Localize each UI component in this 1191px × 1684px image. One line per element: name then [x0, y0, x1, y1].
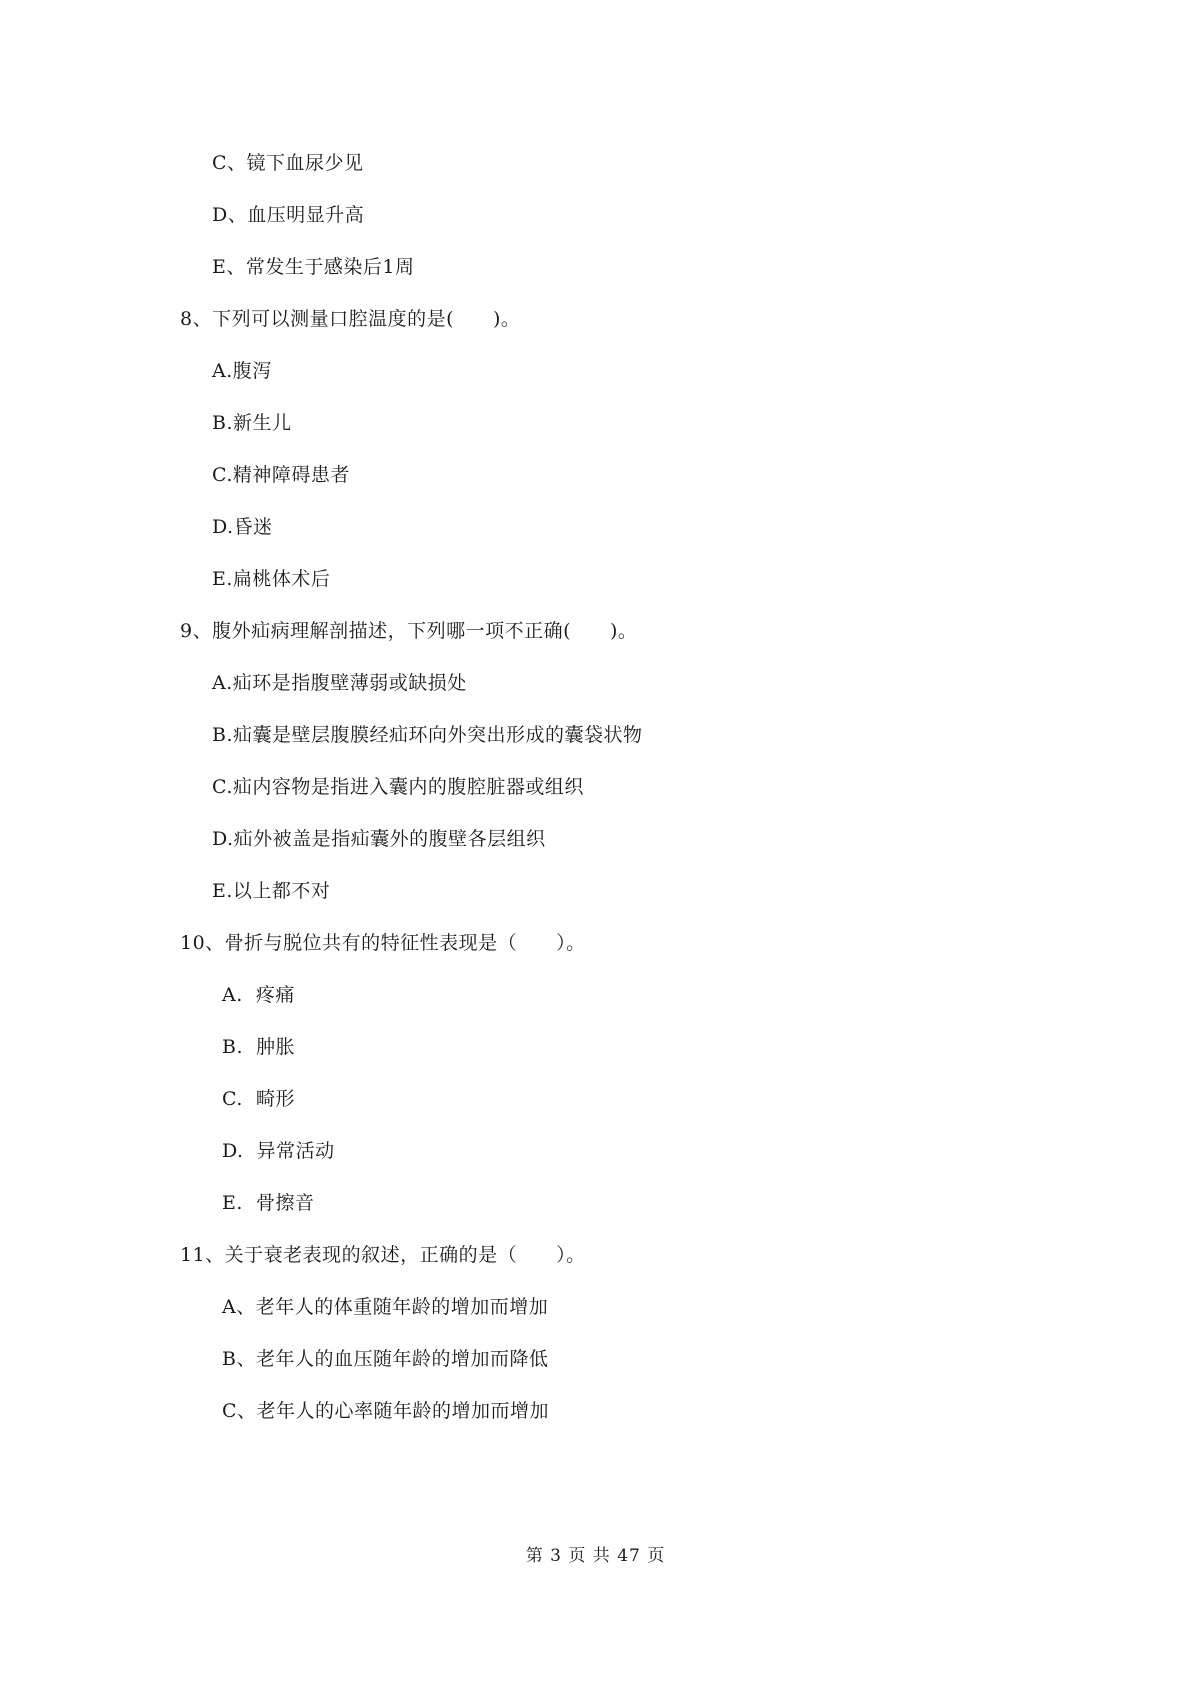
q7-option-c: C、镜下血尿少见: [212, 152, 364, 174]
q9-option-c: C.疝内容物是指进入囊内的腹腔脏器或组织: [212, 776, 584, 798]
q8-option-e: E.扁桃体术后: [212, 568, 331, 590]
q7-option-d: D、血压明显升高: [212, 204, 365, 226]
q8-stem: 8、下列可以测量口腔温度的是( )。: [180, 308, 521, 330]
q11-option-b: B、老年人的血压随年龄的增加而降低: [222, 1348, 549, 1370]
q10-option-d: D. 异常活动: [222, 1140, 335, 1162]
q10-option-c: C. 畸形: [222, 1088, 295, 1110]
q8-option-b: B.新生儿: [212, 412, 292, 434]
q10-option-b: B. 肿胀: [222, 1036, 296, 1058]
q9-option-e: E.以上都不对: [212, 880, 331, 902]
page-footer: 第 3 页 共 47 页: [525, 1546, 666, 1566]
q10-stem: 10、骨折与脱位共有的特征性表现是（ ）。: [180, 932, 586, 954]
q10-option-e: E. 骨擦音: [222, 1192, 315, 1214]
q9-option-d: D.疝外被盖是指疝囊外的腹壁各层组织: [212, 828, 546, 850]
q9-option-b: B.疝囊是壁层腹膜经疝环向外突出形成的囊袋状物: [212, 724, 643, 746]
q11-stem: 11、关于衰老表现的叙述，正确的是（ ）。: [180, 1244, 586, 1266]
q7-option-e: E、常发生于感染后1周: [212, 256, 415, 278]
q8-option-d: D.昏迷: [212, 516, 273, 538]
q11-option-a: A、老年人的体重随年龄的增加而增加: [222, 1296, 549, 1318]
q11-option-c: C、老年人的心率随年龄的增加而增加: [222, 1400, 550, 1422]
q9-stem: 9、腹外疝病理解剖描述，下列哪一项不正确( )。: [180, 620, 638, 642]
q8-option-c: C.精神障碍患者: [212, 464, 350, 486]
q10-option-a: A. 疼痛: [222, 984, 295, 1006]
q8-option-a: A.腹泻: [212, 360, 272, 382]
q9-option-a: A.疝环是指腹壁薄弱或缺损处: [212, 672, 467, 694]
